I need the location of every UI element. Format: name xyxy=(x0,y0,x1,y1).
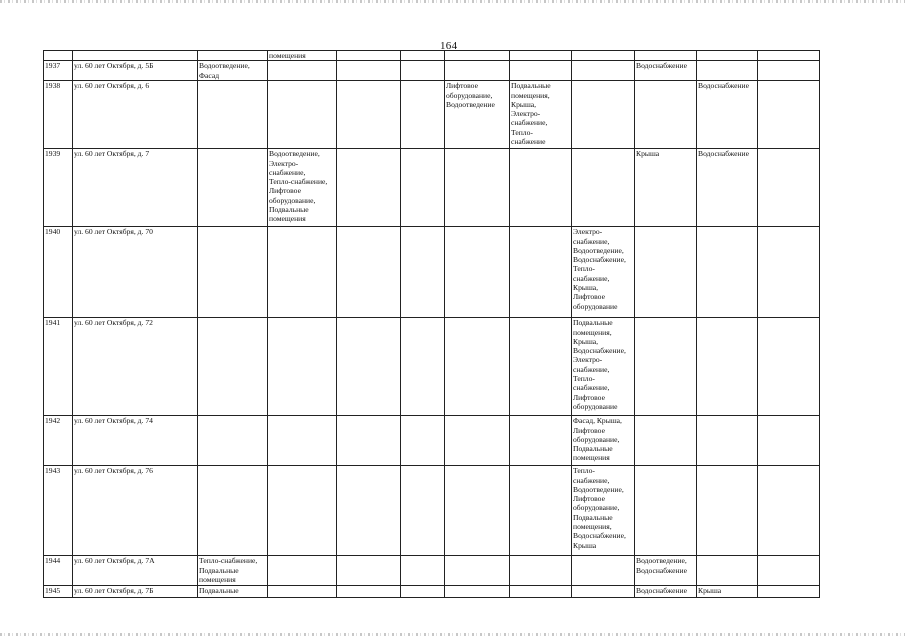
cell-c6 xyxy=(445,61,510,81)
table-row xyxy=(44,318,820,416)
cell-c5 xyxy=(401,81,445,149)
cell-address: ул. 60 лет Октября, д. 76 xyxy=(73,466,198,556)
cell-c10 xyxy=(697,227,758,318)
table-row xyxy=(44,61,820,81)
cell-c3 xyxy=(268,586,337,598)
cell-c7 xyxy=(510,149,572,227)
cell-num: 1944 xyxy=(44,556,73,586)
cell-c10: Крыша xyxy=(697,586,758,598)
cell-c6 xyxy=(445,586,510,598)
cell-c3 xyxy=(268,318,337,416)
cell-c2: Тепло-снабжение, Подвальные помещения xyxy=(198,556,268,586)
cell-c2 xyxy=(198,149,268,227)
cell-address: ул. 60 лет Октября, д. 74 xyxy=(73,416,198,466)
table-row xyxy=(44,227,820,318)
cell-num: 1942 xyxy=(44,416,73,466)
cell-c10 xyxy=(697,416,758,466)
cell-num: 1939 xyxy=(44,149,73,227)
cell-c6 xyxy=(445,416,510,466)
cell-c9: Водоснабжение xyxy=(635,61,697,81)
cell-c3 xyxy=(268,466,337,556)
cell-c5 xyxy=(401,466,445,556)
cell-address: ул. 60 лет Октября, д. 7Б xyxy=(73,586,198,598)
cell-c4 xyxy=(337,466,401,556)
cell-c6 xyxy=(445,227,510,318)
cell-c11 xyxy=(758,586,820,598)
cell-c8 xyxy=(572,51,635,61)
cell-c7 xyxy=(510,466,572,556)
cell-c3 xyxy=(268,556,337,586)
cell-c9 xyxy=(635,318,697,416)
cell-c2 xyxy=(198,416,268,466)
cell-c3 xyxy=(268,227,337,318)
cell-c11 xyxy=(758,466,820,556)
cell-c4 xyxy=(337,318,401,416)
cell-c11 xyxy=(758,318,820,416)
cell-c7 xyxy=(510,416,572,466)
cell-num: 1940 xyxy=(44,227,73,318)
cell-c3: помещения xyxy=(268,51,337,61)
cell-c5 xyxy=(401,61,445,81)
cell-c9: Крыша xyxy=(635,149,697,227)
cell-c11 xyxy=(758,149,820,227)
cell-c6 xyxy=(445,466,510,556)
cell-c9 xyxy=(635,81,697,149)
cell-c8 xyxy=(572,586,635,598)
cell-c5 xyxy=(401,149,445,227)
cell-c9 xyxy=(635,466,697,556)
table-row-partial xyxy=(44,51,820,61)
cell-address: ул. 60 лет Октября, д. 5Б xyxy=(73,61,198,81)
cell-c4 xyxy=(337,61,401,81)
cell-c4 xyxy=(337,149,401,227)
cell-c2 xyxy=(198,227,268,318)
cell-c7 xyxy=(510,586,572,598)
cell-c2: Подвальные xyxy=(198,586,268,598)
cell-c6: Лифтовое оборудование, Водоотведение xyxy=(445,81,510,149)
cell-c2 xyxy=(198,51,268,61)
cell-c11 xyxy=(758,51,820,61)
cell-c6 xyxy=(445,51,510,61)
cell-c9 xyxy=(635,51,697,61)
cell-c4 xyxy=(337,416,401,466)
table-row xyxy=(44,586,820,598)
cell-c2 xyxy=(198,81,268,149)
scan-noise-top xyxy=(0,0,905,3)
cell-c4 xyxy=(337,51,401,61)
cell-c10 xyxy=(697,51,758,61)
cell-address: ул. 60 лет Октября, д. 7А xyxy=(73,556,198,586)
cell-c11 xyxy=(758,61,820,81)
cell-c7 xyxy=(510,51,572,61)
cell-address: ул. 60 лет Октября, д. 72 xyxy=(73,318,198,416)
table-row xyxy=(44,149,820,227)
registry-table xyxy=(43,50,820,598)
cell-address xyxy=(73,51,198,61)
cell-c7 xyxy=(510,556,572,586)
cell-address: ул. 60 лет Октября, д. 70 xyxy=(73,227,198,318)
cell-num: 1938 xyxy=(44,81,73,149)
cell-c6 xyxy=(445,318,510,416)
registry-table-body xyxy=(44,51,820,598)
cell-c4 xyxy=(337,586,401,598)
cell-num: 1937 xyxy=(44,61,73,81)
cell-c11 xyxy=(758,227,820,318)
cell-c8: Подвальные помещения, Крыша, Водоснабжение, Электро- снабжение, Тепло- снабжение, Лифтовое оборудование xyxy=(572,318,635,416)
cell-num: 1945 xyxy=(44,586,73,598)
cell-num: 1941 xyxy=(44,318,73,416)
cell-c10 xyxy=(697,466,758,556)
cell-c7 xyxy=(510,318,572,416)
cell-c3 xyxy=(268,81,337,149)
page-number: 164 xyxy=(440,40,458,52)
cell-c3 xyxy=(268,416,337,466)
cell-c9: Водоснабжение xyxy=(635,586,697,598)
cell-c11 xyxy=(758,556,820,586)
cell-c9: Водоотведение, Водоснабжение xyxy=(635,556,697,586)
table-row xyxy=(44,556,820,586)
cell-c5 xyxy=(401,318,445,416)
cell-c8 xyxy=(572,81,635,149)
cell-c5 xyxy=(401,586,445,598)
cell-c3: Водоотведение, Электро- снабжение, Тепло-снабжение, Лифтовое оборудование, Подвальные помещения xyxy=(268,149,337,227)
cell-c8 xyxy=(572,61,635,81)
cell-c8: Тепло- снабжение, Водоотведение, Лифтовое оборудование, Подвальные помещения, Водоснабжение, Крыша xyxy=(572,466,635,556)
cell-c10: Водоснабжение xyxy=(697,149,758,227)
cell-c2 xyxy=(198,466,268,556)
cell-num xyxy=(44,51,73,61)
cell-c9 xyxy=(635,227,697,318)
cell-c8 xyxy=(572,556,635,586)
table-row xyxy=(44,466,820,556)
cell-c11 xyxy=(758,81,820,149)
cell-c7 xyxy=(510,61,572,81)
cell-c8: Фасад, Крыша, Лифтовое оборудование, Подвальные помещения xyxy=(572,416,635,466)
cell-c10 xyxy=(697,61,758,81)
cell-c10 xyxy=(697,318,758,416)
cell-num: 1943 xyxy=(44,466,73,556)
cell-c7: Подвальные помещения, Крыша, Электро- снабжение, Тепло- снабжение xyxy=(510,81,572,149)
cell-c5 xyxy=(401,416,445,466)
cell-address: ул. 60 лет Октября, д. 7 xyxy=(73,149,198,227)
cell-c5 xyxy=(401,51,445,61)
cell-c4 xyxy=(337,81,401,149)
table-row xyxy=(44,416,820,466)
cell-c3 xyxy=(268,61,337,81)
cell-c4 xyxy=(337,227,401,318)
cell-c7 xyxy=(510,227,572,318)
cell-c10 xyxy=(697,556,758,586)
cell-address: ул. 60 лет Октября, д. 6 xyxy=(73,81,198,149)
cell-c9 xyxy=(635,416,697,466)
cell-c8: Электро- снабжение, Водоотведение, Водоснабжение, Тепло- снабжение, Крыша, Лифтовое оборудование xyxy=(572,227,635,318)
cell-c5 xyxy=(401,227,445,318)
cell-c2 xyxy=(198,318,268,416)
cell-c4 xyxy=(337,556,401,586)
cell-c8 xyxy=(572,149,635,227)
table-row xyxy=(44,81,820,149)
cell-c2: Водоотведение, Фасад xyxy=(198,61,268,81)
cell-c11 xyxy=(758,416,820,466)
cell-c5 xyxy=(401,556,445,586)
cell-c6 xyxy=(445,556,510,586)
cell-c10: Водоснабжение xyxy=(697,81,758,149)
scan-noise-bottom xyxy=(0,633,905,636)
cell-c6 xyxy=(445,149,510,227)
